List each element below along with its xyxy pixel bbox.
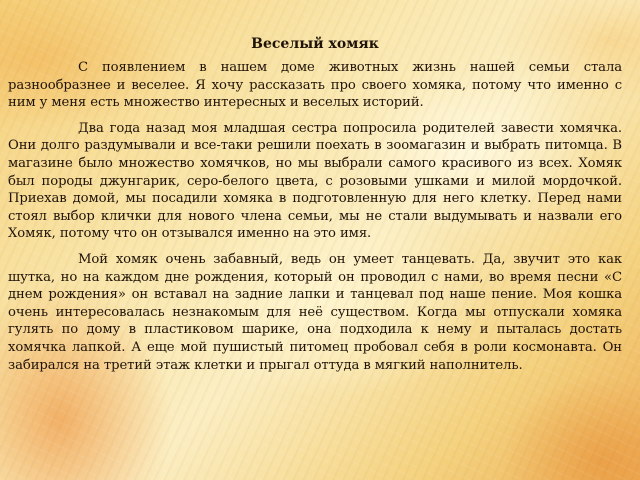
paragraph-3: Мой хомяк очень забавный, ведь он умеет танцевать. Да, звучит это как шутка, но на каждом дне рождения, который он проводил с нами, во время песни «С днем рождения» он вставал на задние лапки и танцевал под наше пение. Моя кошка очень интересовалась незнакомым для неё существом. Когда мы отпускали хомяка гулять по дому в пластиковом шарике, она подходила к нему и пыталась достать хомячка лапкой. А еще мой пушистый питомец пробовал себя в роли космонавта. Он забирался на третий этаж клетки и прыгал оттуда в мягкий наполнитель.: [8, 251, 622, 373]
paragraph-2: Два года назад моя младшая сестра попросила родителей завести хомячка. Они долго раздумывали и все-таки решили поехать в зоомагазин и выбрать питомца. В магазине было множество хомячков, но мы выбрали самого красивого из всех. Хомяк был породы джунгарик, серо-белого цвета, с розовыми ушками и милой мордочкой. Приехав домой, мы посадили хомяка в подготовленную для него клетку. Перед нами стоял выбор клички для нового члена семьи, мы не стали выдумывать и назвали его Хомяк, потому что он отзывался именно на это имя.: [8, 120, 622, 242]
paragraph-1: С появлением в нашем доме животных жизнь нашей семьи стала разнообразнее и веселее. Я хочу рассказать про своего хомяка, потому что именно с ним у меня есть множество интересных и веселых историй.: [8, 60, 622, 111]
document-body: [8, 36, 622, 382]
document-title: Веселый хомяк: [251, 36, 379, 52]
